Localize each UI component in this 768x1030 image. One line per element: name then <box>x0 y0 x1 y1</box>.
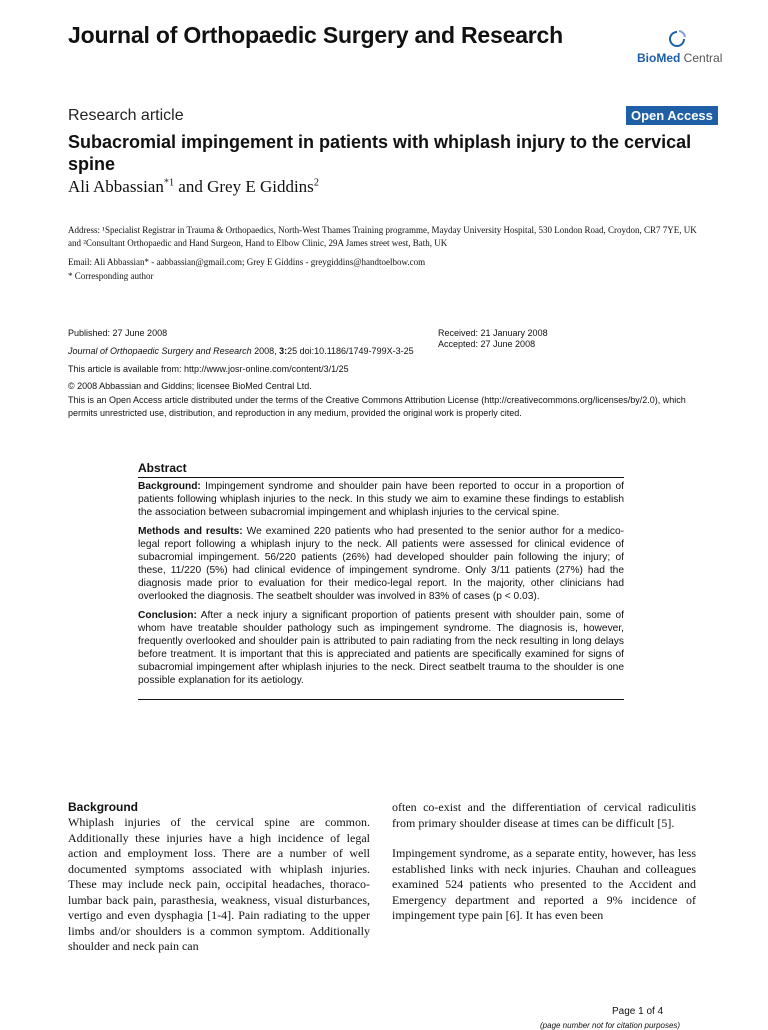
author-2-affiliation: 2 <box>313 177 319 189</box>
body-column-right <box>392 800 696 939</box>
body-paragraph-1: often co-exist and the differentiation of cervical radiculitis from primary shoulder disease at times can be difficult [5]. <box>392 800 696 830</box>
abstract-methods <box>138 525 624 603</box>
abstract-background-text: Impingement syndrome and shoulder pain have been reported to occur in a proportion of patients following whiplash injuries to the neck. In this study we aim to examine these findings to establish the association between subacromial impingement and whiplash injuries to the cervical spine. <box>138 481 624 518</box>
article-title: Subacromial impingement in patients with whiplash injury to the cervical spine <box>68 132 692 174</box>
citation-volume: 3: <box>279 346 288 356</box>
author-emails: Email: Ali Abbassian* - aabbassian@gmail.com; Grey E Giddins - greygiddins@handtoelbow.com <box>68 257 426 267</box>
abstract-methods-text: We examined 220 patients who had presented to the senior author for a medico-legal report following a whiplash injury to the neck. All patients were assessed for clinical evidence of subacromial impingement. 56/220 patients (26%) had developed shoulder pain following the injury; of these, 11/220 (5%) had clinical evidence of impingement syndrome. Only 3/11 patients (27%) had the diagnosis made prior to evaluation for their medico-legal report. In the majority, other clinicians had overlooked the diagnosis. The seatbelt shoulder was involved in 83% of cases (p < 0.03). <box>138 526 625 602</box>
citation-doi: 25 doi:10.1186/1749-799X-3-25 <box>287 346 414 356</box>
abstract-background <box>138 480 624 519</box>
accepted-date: Accepted: 27 June 2008 <box>438 339 536 349</box>
abstract-background-label: Background: <box>138 481 201 492</box>
author-2: and Grey E Giddins <box>174 177 314 196</box>
authors <box>68 177 319 197</box>
corresponding-author-note: * Corresponding author <box>68 271 154 281</box>
page-number: Page 1 of 4 <box>612 1006 664 1017</box>
logo-bio: BioMed <box>637 51 681 65</box>
body-column-left <box>68 800 370 970</box>
background-paragraph: Whiplash injuries of the cervical spine are common. Additionally these injuries have a high incidence of legal action and employment loss. There are a number of well documented symptoms associated with whiplash injuries. These may include neck pain, occipital headaches, thoraco-lumbar back pain, parasthesia, weakness, visual disturbances, vertigo and even dysphagia [1-4]. Pain radiating to the upper limbs and/or shoulders is a common symptom. Additionally shoulder and neck pain can <box>68 815 370 953</box>
citation-journal: Journal of Orthopaedic Surgery and Research <box>68 346 252 356</box>
abstract-conclusion-label: Conclusion: <box>138 610 197 621</box>
author-1-affiliation: *1 <box>163 177 175 189</box>
copyright: © 2008 Abbassian and Giddins; licensee BioMed Central Ltd. <box>68 381 312 391</box>
biomed-central-logo <box>630 30 730 70</box>
abstract-conclusion <box>138 609 624 687</box>
author-1: Ali Abbassian <box>68 177 164 196</box>
body-paragraph-2: Impingement syndrome, as a separate entity, however, has less established links with neck injuries. Chauhan and colleagues examined 524 patients who presented to the Accident and Emergency department and reported a 9% incidence of impingement type pain [6]. It has even been <box>392 846 696 922</box>
abstract-methods-label: Methods and results: <box>138 526 243 537</box>
license-text: This is an Open Access article distributed under the terms of the Creative Commons Attribution License (http://creativecommons.org/licenses/by/2.0), which permits unrestricted use, distribution, and reproduction in any medium, provided the original work is properly cited. <box>68 395 686 418</box>
journal-title: Journal of Orthopaedic Surgery and Research <box>68 22 563 48</box>
abstract-box <box>138 461 624 700</box>
article-url[interactable]: This article is available from: http://www.josr-online.com/content/3/1/25 <box>68 364 349 374</box>
open-access-badge: Open Access <box>626 106 718 125</box>
received-date: Received: 21 January 2008 <box>438 328 548 338</box>
logo-central: Central <box>680 51 723 65</box>
citation <box>68 345 414 358</box>
abstract-conclusion-text: After a neck injury a significant proportion of patients present with shoulder pain, some of whom have treatable shoulder pathology such as impingement syndrome. The diagnosis is, however, frequently overlooked and shoulder pain is attributed to pain radiating from the neck resulting in long delays before treatment. It is important that this is appreciated and patients are specifically examined for signs of subacromial impingement after whiplash injuries to the neck. Direct seatbelt trauma to the shoulder is one possible explanation for its aetiology. <box>138 610 624 686</box>
page-number-note: (page number not for citation purposes) <box>540 1021 681 1030</box>
abstract-heading: Abstract <box>138 461 624 478</box>
biomed-logo-icon <box>668 30 686 48</box>
published-date: Published: 27 June 2008 <box>68 328 168 338</box>
citation-year: 2008, <box>251 346 280 356</box>
author-address: Address: ¹Specialist Registrar in Trauma & Orthopaedics, North-West Thames Training programme, Mayday University Hospital, 530 London Road, Croydon, CR7 7YE, UK and ²Consultant Orthopaedic and Hand Surgeon, Hand to Elbow Clinic, 29A James street west, Bath, UK <box>68 225 697 248</box>
background-heading: Background <box>68 800 139 814</box>
article-type: Research article <box>68 107 184 124</box>
